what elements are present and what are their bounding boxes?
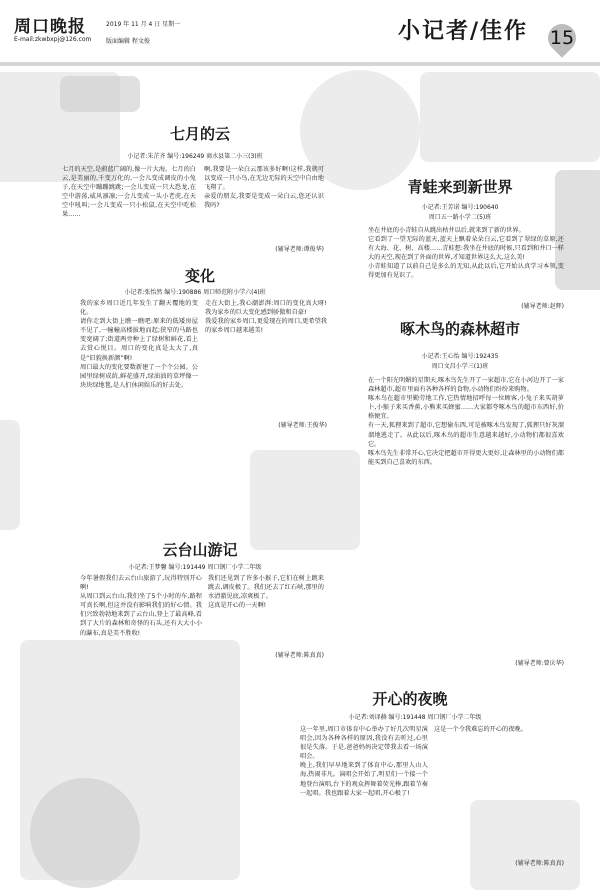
- article-paragraph: 我们还见到了许多小猴子,它们在树上跳来跳去,调皮极了。我们还去了红石峡,那里的水清澈见底,凉爽极了。: [208, 575, 324, 601]
- header-rule: [0, 62, 600, 66]
- article-paragraph: 周口最大的变化要数新建了一个个公园。公园里绿树成荫,鲜花盛开,绿油油的草坪像一块块绿地毯,是人们休闲娱乐的好去处。: [80, 363, 198, 389]
- article-byline-school: 周口文昌小学三(1)班: [431, 363, 489, 370]
- article-paragraph: 小青蛙知道了以前自己是多么的无知,从此以后,它开始认真学习本领,变得更加有见识了。: [368, 263, 564, 280]
- article-paragraph: 从周口到云台山,我们坐了5个小时的车,路程可真长啊,但这并没有影响我们的好心情。我们兴致勃勃地来到了云台山,登上了最高峰,看到了大片的森林和奇怪的石头,还有大大小小的瀑布,真是美不胜收!: [80, 593, 202, 637]
- article-paragraph: 我的家乡周口近几年发生了翻天覆地的变化。: [80, 300, 198, 317]
- section-title: 小记者/佳作: [398, 18, 529, 44]
- article-paragraph: 亲爱的朋友,我要是变成一朵白云,您还认识我吗?: [204, 193, 324, 210]
- article-paragraph: 晚上,我们早早地来到了体育中心,那里人山人海,热闹非凡。演唱会开始了,明星们一个接一个地登台演唱,台下的观众挥舞着荧光棒,跟着节奏一起唱。我也跟着大家一起唱,开心极了!: [300, 762, 428, 797]
- article-title: 青蛙来到新世界: [407, 178, 513, 196]
- article-title: 啄木鸟的森林超市: [399, 320, 520, 338]
- article-byline: 小记者:王心怡 编号:192435: [421, 353, 499, 360]
- article-paragraph: 坐在井底的小青蛙自从跳出枯井以后,就来到了新的世界。: [368, 227, 525, 234]
- elephant-toy-illustration: [250, 450, 360, 550]
- article-byline: 小记者:王芳诺 编号:190640: [421, 204, 499, 211]
- article-paragraph: 今年暑假我们去云台山旅游了,玩得特别开心啊!: [80, 575, 202, 592]
- article-column: [300, 725, 428, 861]
- article-byline-school: 周口五一路小学二(5)班: [428, 214, 492, 221]
- article-byline: 小记者:王梦馨 编号:191449 周口钢厂小学二年级: [128, 564, 262, 571]
- article-paragraph: 有一天,狐狸来到了超市,它想偷东西,可是被啄木鸟发现了,狐狸只好灰溜溜地逃走了。从此以后,啄木鸟的超市生意越来越好,小动物们都很喜欢它。: [368, 422, 564, 448]
- tutor-credit: (辅导老师:陈真真): [275, 652, 324, 659]
- article-paragraph: 我爱我的家乡周口,更爱现在的周口,更希望我的家乡周口越来越美!: [205, 318, 327, 335]
- tutor-credit: (辅导老师:曾庆华): [515, 660, 564, 667]
- article-paragraph: 啊,我要是一朵白云那该多好啊!这样,我就可以变成一只小鸟,在无边无际的天空中自由地飞翔了。: [204, 166, 324, 192]
- tutor-credit: (辅导老师:赵辉): [521, 303, 564, 310]
- article-byline: 小记者:张怡然 编号:190886 周口师范附小学六(4)班: [124, 289, 266, 296]
- tutor-credit: (辅导老师:王俊华): [278, 422, 327, 429]
- article-paragraph: 七月的天空,是蔚蓝广阔的,像一片大海。七月的白云,是美丽的,千变万化的,一会儿变成调皮的小兔子,在天空中蹦蹦跳跳;一会儿变成一只大恐龙,在空中游荡,威风凛凛;一会儿变成一头小老虎,在天空中吼叫;一会儿变成一只小松鼠,在天空中吃松果……: [62, 166, 196, 219]
- article-column: [368, 226, 564, 299]
- article-column: [204, 165, 324, 247]
- issue-date: 2019 年 11 月 4 日 星期一: [106, 21, 181, 28]
- article-paragraph: 走在大街上,我心潮澎湃:周口的变化真大呀!我为家乡的巨大变化感到骄傲和自豪!: [205, 300, 327, 317]
- toy-car-illustration: [60, 76, 140, 112]
- article-paragraph: 在一个阳光明媚的星期天,啄木鸟先生开了一家超市,它在小河边开了一家森林超市,超市里面有各种各样的食物,小动物们纷纷来购物。: [368, 377, 564, 394]
- newspaper-logo: 周口晚报: [14, 17, 86, 37]
- tutor-credit: (辅导老师:陈真真): [515, 860, 564, 867]
- article-paragraph: 请你走到大街上瞧一瞧吧:原来的低矮房屋不见了,一幢幢高楼拔地而起;狭窄的马路也变宽阔了;街道两旁种上了绿树和鲜花,看上去赏心悦目。周口的变化真是太大了,真是“旧貌换新颜”啊!: [80, 318, 198, 362]
- article-column: [368, 376, 564, 655]
- article-column: [80, 299, 198, 432]
- article-column: [434, 725, 564, 825]
- article-paragraph: 这真是开心的一天啊!: [208, 602, 267, 610]
- article-column: [205, 299, 327, 409]
- article-title: 云台山游记: [162, 541, 238, 559]
- masthead: [0, 0, 600, 66]
- article-title: 变化: [184, 267, 215, 285]
- email-address: E-mail:zkwbxpj@126.com: [14, 36, 92, 43]
- article-title: 开心的夜晚: [372, 690, 448, 708]
- article-paragraph: 这是一个令我难忘的开心的夜晚。: [434, 726, 527, 733]
- globe-illustration: [30, 778, 140, 888]
- tutor-credit: (辅导老师:谭俊华): [275, 246, 324, 253]
- article-column: [208, 574, 324, 646]
- article-byline: 小记者:刘译赫 编号:191448 周口钢厂小学二年级: [348, 714, 482, 721]
- article-title: 七月的云: [169, 125, 230, 143]
- toy-left-illustration: [0, 420, 20, 530]
- article-paragraph: 它看到了一望无际的蓝天,蓝天上飘着朵朵白云,它看到了翠绿的草原,还有大海、花、树、高楼……青蛙想:我坐在井底的时候,只看到和井口一样大的天空,现在到了外面的世界,才知道世界这么大,这么美!: [368, 236, 564, 262]
- article-paragraph: 这一年里,周口市体育中心举办了好几次明星演唱会,因为各种各样的原因,我没有去听过,心里很是失落。于是,爸爸妈妈决定带我去看一场演唱会。: [300, 726, 428, 761]
- article-column: [62, 165, 196, 247]
- article-paragraph: 啄木鸟先生非常开心,它决定把超市开得更大更好,让森林里的小动物们都能买到自己喜欢的东西。: [368, 449, 564, 466]
- article-byline: 小记者:朱芷齐 编号:196249 商水县第二小三(3)班: [127, 153, 263, 160]
- toy-train-illustration: [420, 72, 600, 162]
- page-number: 15: [549, 27, 575, 49]
- article-paragraph: 啄木鸟在超市里勤劳地工作,它热情地招呼每一位顾客,小兔子来买胡萝卜,小猴子来买香蕉,小熊来买蜂蜜……大家都夸啄木鸟的超市东西好,价格便宜。: [368, 395, 564, 421]
- article-column: [80, 574, 202, 656]
- editor-credit: 版面编辑 程文俊: [106, 38, 150, 45]
